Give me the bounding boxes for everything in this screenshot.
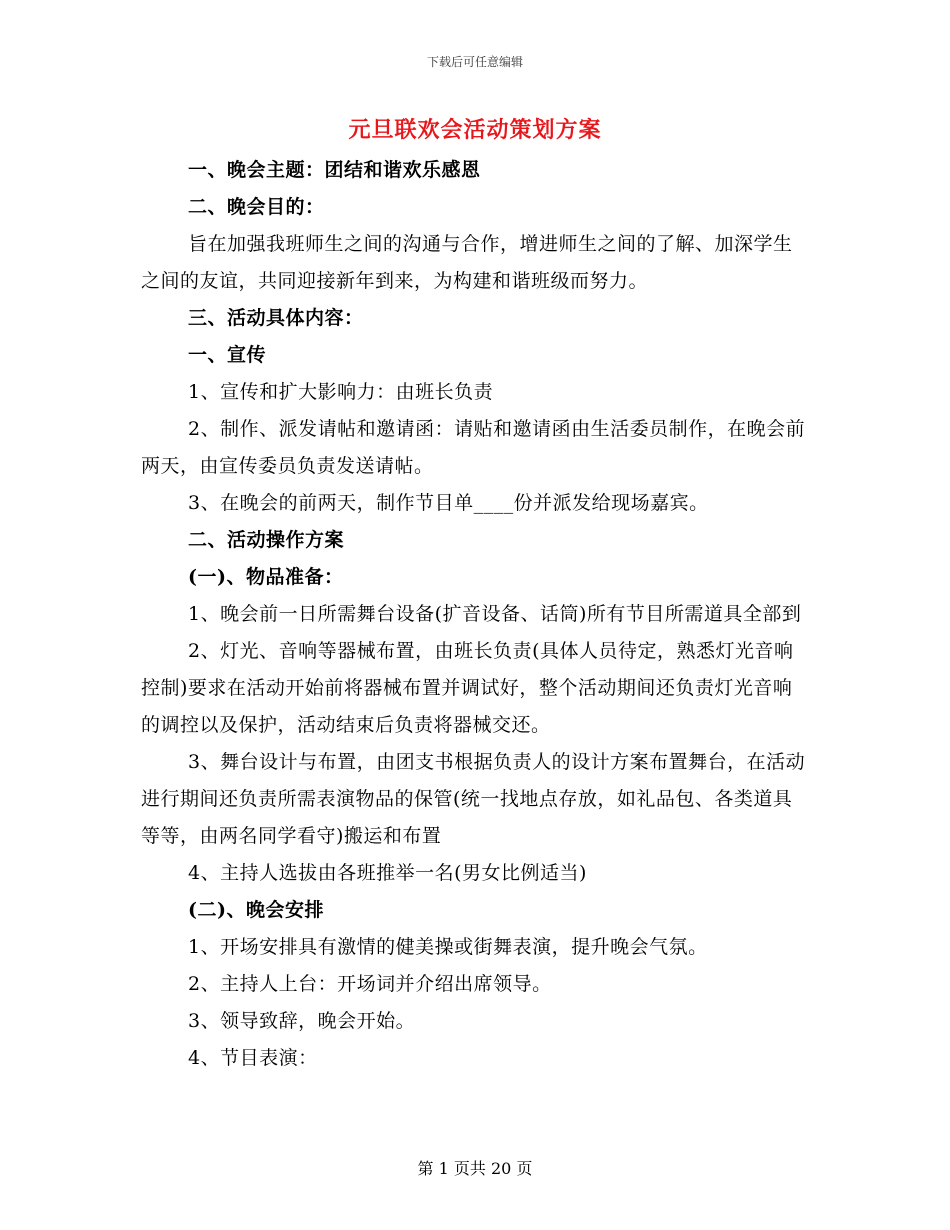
header-note: 下载后可任意编辑 [426,55,523,69]
paragraph-item: 4、主持人选拔由各班推举一名(男女比例适当) [188,862,587,884]
heading-operation: 二、活动操作方案 [188,529,345,551]
heading-theme: 一、晚会主题：团结和谐欢乐感恩 [188,159,481,181]
heading-materials: (一)、物品准备： [188,566,344,588]
paragraph-item: 3、领导致辞，晚会开始。 [188,1010,416,1032]
heading-publicity: 一、宣传 [188,344,267,366]
paragraph-item: 3、舞台设计与布置，由团支书根据负责人的设计方案布置舞台，在活动进行期间还负责所需表演物品的保管(统一找地点存放，如礼品包、各类道具等等，由两名同学看守)搬运和布置 [141,751,806,847]
paragraph-item: 4、节目表演： [188,1047,318,1069]
document-title: 元旦联欢会活动策划方案 [348,117,602,143]
paragraph-item: 1、晚会前一日所需舞台设备(扩音设备、话筒)所有节目所需道具全部到 [188,603,802,625]
paragraph-item: 2、制作、派发请帖和邀请函：请贴和邀请函由生活委员制作，在晚会前两天，由宣传委员负责发送请帖。 [141,418,806,477]
document-body [141,152,811,1077]
heading-schedule: (二)、晚会安排 [188,899,324,921]
paragraph-item: 2、主持人上台：开场词并介绍出席领导。 [188,973,552,995]
heading-content: 三、活动具体内容： [188,307,364,329]
paragraph-item: 3、在晚会的前两天，制作节目单____份并派发给现场嘉宾。 [188,492,709,514]
paragraph-purpose: 旨在加强我班师生之间的沟通与合作，增进师生之间的了解、加深学生之间的友谊，共同迎接新年到来，为构建和谐班级而努力。 [141,233,793,292]
page-footer: 第 1 页共 20 页 [417,1159,533,1178]
paragraph-item: 1、开场安排具有激情的健美操或街舞表演，提升晚会气氛。 [188,936,708,958]
paragraph-item: 2、灯光、音响等器械布置，由班长负责(具体人员待定，熟悉灯光音响控制)要求在活动开始前将器械布置并调试好，整个活动期间还负责灯光音响的调控以及保护，活动结束后负责将器械交还。 [141,640,794,736]
heading-purpose: 二、晚会目的： [188,196,325,218]
paragraph-item: 1、宣传和扩大影响力：由班长负责 [188,381,494,403]
